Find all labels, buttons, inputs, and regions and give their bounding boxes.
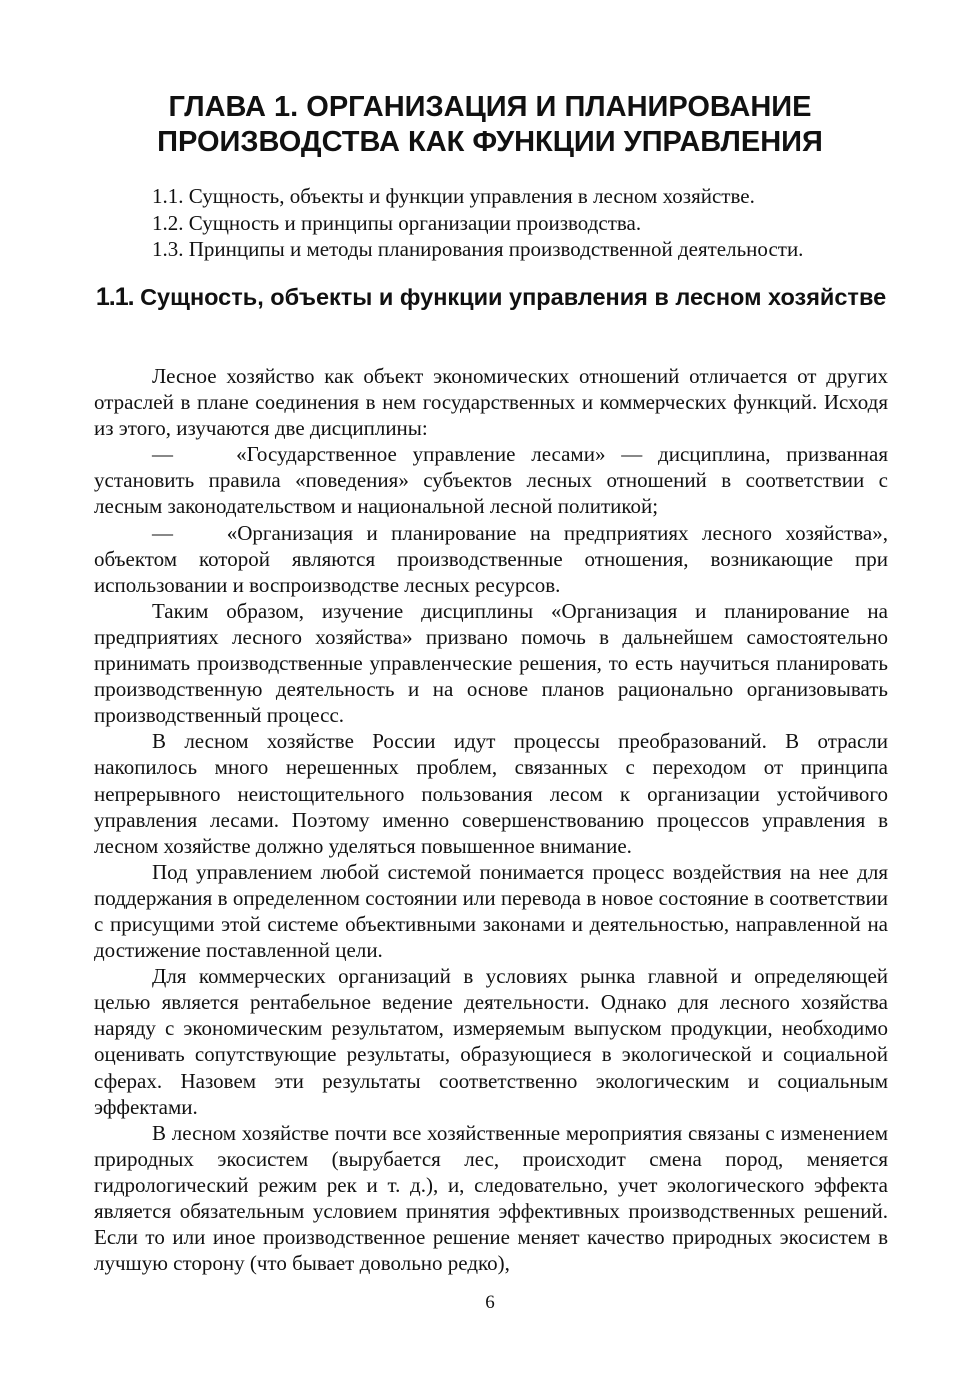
toc-item: 1.1. Сущность, объекты и функции управления в лесном хозяйстве. — [152, 184, 755, 208]
chapter-title: ГЛАВА 1. ОРГАНИЗАЦИЯ И ПЛАНИРОВАНИЕ ПРОИЗВОДСТВА КАК ФУНКЦИИ УПРАВЛЕНИЯ — [157, 91, 823, 158]
section-title: Сущность, объекты и функции управления в лесном хозяйстве — [140, 284, 887, 310]
section-number: 1.1. — [95, 283, 134, 311]
paragraph: Для коммерческих организаций в условиях рынка главной и определяющей целью является рентабельное ведение деятельности. Однако для лесного хозяйства наряду с экономическим результатом, измеряемым выпуском продукции, необходимо оценивать сопутствующие результаты, образующиеся в экологической и социальной сферах. Назовем эти результаты соответственно экологическим и социальным эффектами. — [94, 964, 888, 1119]
paragraph: Под управлением любой системой понимается процесс воздействия на нее для поддержания в определенном состоянии или перевода в новое состояние в соответствии с присущими этой системе объективными законами и деятельностью, направленной на достижение поставленной цели. — [94, 859, 888, 963]
page-number: 6 — [485, 1292, 495, 1313]
chapter-contents — [152, 183, 912, 263]
toc-item: 1.2. Сущность и принципы организации производства. — [152, 210, 642, 235]
paragraph: Лесное хозяйство как объект экономических отношений отличается от других отраслей в плане соединения в нем государственных и коммерческих функций. Исходя из этого, изучаются две дисциплины: — [94, 364, 888, 441]
paragraph: Таким образом, изучение дисциплины «Организация и планирование на предприятиях лесного хозяйства» призвано помочь в дальнейшем самостоятельно принимать производственные управленческие решения, то есть научиться планировать производственную деятельность и на основе планов рационально организовывать производственный процесс. — [94, 598, 888, 728]
list-item: — «Организация и планирование на предприятиях лесного хозяйства», объектом которой являются производственные отношения, возникающие при использовании и воспроизводстве лесных ресурсов. — [94, 520, 888, 597]
paragraph: В лесном хозяйстве почти все хозяйственные мероприятия связаны с изменением природных экосистем (вырубается лес, происходит смена пород, меняется гидрологический режим рек и т. д.), и, следовательно, учет экологического эффекта является обязательным условием принятия эффективных производственных решений. Если то или иное производственное решение меняет качество природных экосистем в лучшую сторону (что бывает довольно редко), — [94, 1120, 888, 1276]
section-heading — [92, 283, 890, 312]
paragraph: В лесном хозяйстве России идут процессы преобразований. В отрасли накопилось много нерешенных проблем, связанных с переходом от принципа непрерывного неистощительного пользования лесом к организации устойчивого управления лесами. Поэтому именно совершенствованию процессов управления в лесном хозяйстве должно уделяться повышенное внимание. — [94, 729, 888, 858]
body-text — [94, 363, 888, 1276]
list-item: — «Государственное управление лесами» — дисциплина, призванная установить правила «поведения» субъектов лесных отношений в соответствии с лесным законодательством и национальной лесной политикой; — [94, 442, 888, 519]
toc-item: 1.3. Принципы и методы планирования производственной деятельности. — [152, 237, 804, 261]
